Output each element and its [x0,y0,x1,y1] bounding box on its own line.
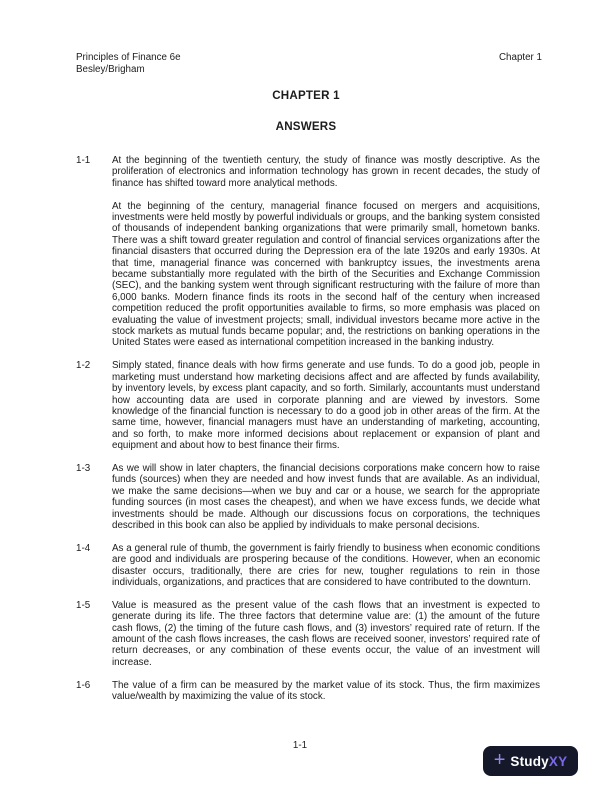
header-left [76,52,181,75]
answer-paragraph: As a general rule of thumb, the government is fairly friendly to business when economic conditions are good and individuals are prospering because of the conditions. However, when an economic disaster occurs, traditionally, there are cries for new, tougher regulations to rein in those individuals, organizations, and practices that are considered to have contributed to the downturn. [112,542,540,588]
plus-icon: + [493,748,506,771]
answer-item-1-3 [76,463,540,531]
answer-number: 1-6 [76,679,91,691]
answer-item-1-6 [76,680,540,703]
answer-number: 1-4 [76,542,91,554]
answer-body [112,543,540,589]
title-block [0,89,612,133]
answer-paragraph: At the beginning of the twentieth century, the study of finance was mostly descriptive. As the proliferation of electronics and information technology has grown in recent decades, the study of finance has shifted toward more analytical methods. [112,155,540,189]
answer-item-1-2 [76,360,540,451]
answer-number: 1-5 [76,599,91,611]
answer-number: 1-1 [76,155,91,166]
answer-paragraph: The value of a firm can be measured by the market value of its stock. Thus, the firm maximizes value/wealth by maximizing the value of its stock. [112,679,540,702]
answer-body [112,155,540,349]
logo-brand-accent: XY [548,753,568,769]
answer-paragraph: At the beginning of the century, managerial finance focused on mergers and acquisitions, investments were held mostly by powerful individuals or groups, and the banking system consisted of thousands of independent banking organizations that were primarily small, hometown banks. There was a shift toward greater regulation and control of financial services organizations after the financial disasters that occurred during the Depression era of the late 1920s and early 1930s. At that time, managerial finance was concerned with bankruptcy issues, the investments arena became substantially more regulated with the birth of the Securities and Exchange Commission (SEC), and the banking system went through significant restructuring with the failure of more than 6,000 banks. Modern finance finds its roots in the second half of the century when increased competition reduced the profit opportunities available to firms, so more emphasis was placed on evaluating the value of investment projects; small, individual investors became more active in the stock markets as mutual funds became popular; and, the restrictions on banking operations in the United States were eased as international competition increased in the banking industry. [112,200,540,349]
answer-item-1-1 [76,155,540,349]
answer-number: 1-2 [76,360,91,372]
answer-paragraph: As we will show in later chapters, the financial decisions corporations make concern how to raise funds (sources) when they are needed and how invest funds that are available. As an individual, we make the same decisions—when we buy and car or a house, we search for the appropriate funding sources (in most cases the cheapest), and when we have excess funds, we decide what investments should be made. Although our discussions focus on corporations, the techniques described in this book can also be applied by individuals to make personal decisions. [112,462,540,531]
answer-paragraph: Simply stated, finance deals with how firms generate and use funds. To do a good job, people in marketing must understand how marketing decisions affect and are affected by funds availability, by inventory levels, by excess plant capacity, and so forth. Similarly, accountants must understand how accounting data are used in corporate planning and are viewed by investors. Some knowledge of the financial function is necessary to do a good job in other areas of the firm. At the same time, however, financial managers must have an understanding of marketing, accounting, and so forth, to make more informed decisions about replacement or expansion of plant and equipment and about how to best finance their firms. [112,360,540,452]
answer-item-1-5 [76,600,540,668]
answer-body [112,463,540,531]
answer-body [112,680,540,703]
chapter-title: CHAPTER 1 [272,89,340,102]
page-number: 1-1 [292,740,308,751]
answer-body [112,360,540,451]
answers-content [76,155,540,702]
answer-item-1-4 [76,543,540,589]
answer-number: 1-3 [76,462,91,474]
answers-title: ANSWERS [275,120,337,133]
logo-brand-main: Study [510,753,549,769]
logo-brand [510,754,567,769]
header-chapter-label: Chapter 1 [498,52,542,63]
book-title: Principles of Finance 6e [76,52,181,63]
answer-paragraph: Value is measured as the present value of the cash flows that an investment is expected to generate during its life. The three factors that determine value are: (1) the amount of the future cash flows, (2) the timing of the future cash flows, and (3) investors’ required rate of return. If the amount of the cash flows increases, the cash flows are received sooner, investors’ required rate of return decreases, or any combination of these events occur, the value of an investment will increase. [112,599,540,668]
page-header [76,52,542,75]
answer-body [112,600,540,668]
authors: Besley/Brigham [76,63,145,75]
studyxy-logo [483,746,578,776]
